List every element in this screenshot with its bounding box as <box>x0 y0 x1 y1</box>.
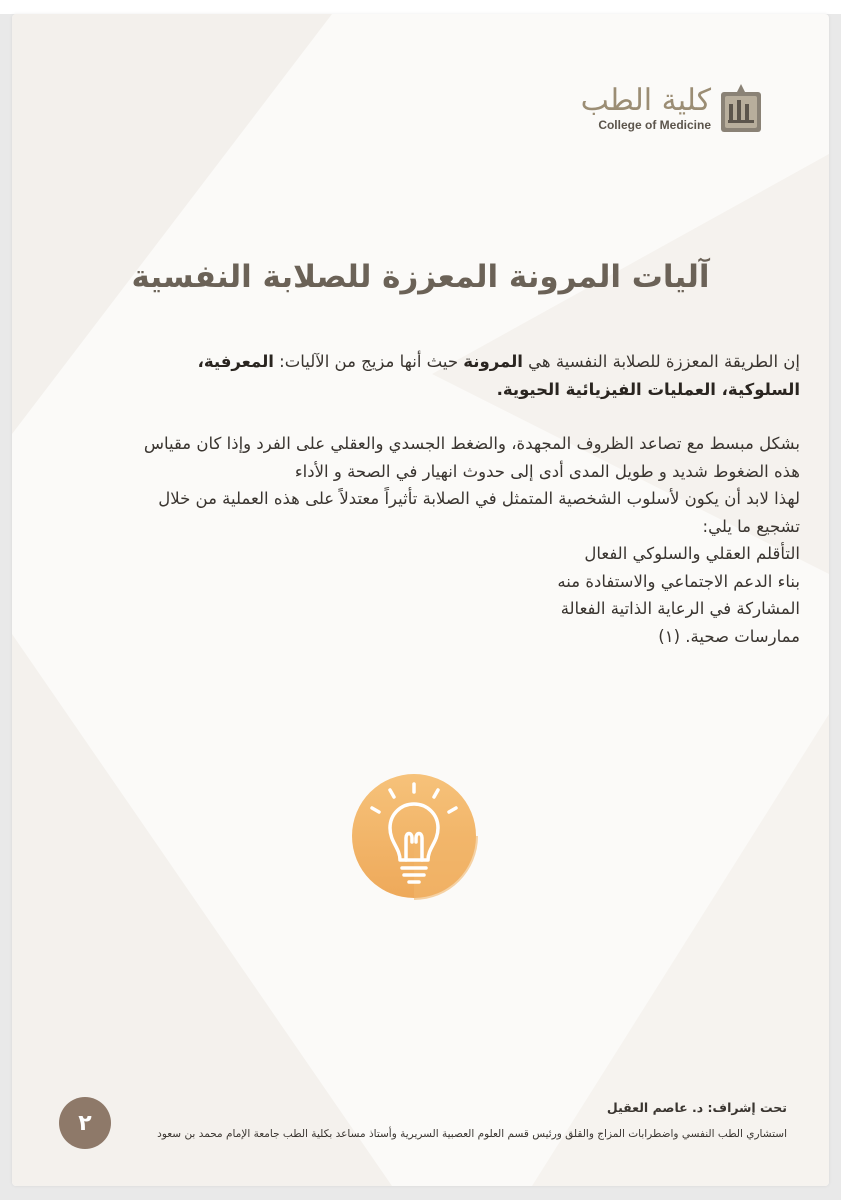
lightbulb-icon <box>350 772 478 900</box>
list-item: ممارسات صحية. (١) <box>658 626 800 646</box>
intro-paragraph <box>122 348 800 403</box>
page-number-badge: ٢ <box>59 1097 111 1149</box>
list-item: التأقلم العقلي والسلوكي الفعال <box>584 544 800 563</box>
college-logo <box>581 82 763 134</box>
logo-english-text: College of Medicine <box>598 118 711 132</box>
document-page <box>12 14 829 1186</box>
body-content <box>122 348 800 650</box>
supervisor-label: تحت إشراف: د. عاصم العقيل <box>606 1100 787 1115</box>
paragraph-2: بشكل مبسط مع تصاعد الظروف المجهدة، والضغط الجسدي والعقلي على الفرد وإذا كان مقياس هذه الضغوط شديد و طويل المدى أدى إلى حدوث انهيار في الصحة و الأداء <box>143 434 800 481</box>
intro-bold-1: المرونة <box>463 352 523 371</box>
top-strip <box>0 0 841 14</box>
list-item: بناء الدعم الاجتماعي والاستفادة منه <box>557 571 800 591</box>
page-title: آليات المرونة المعززة للصلابة النفسية <box>131 259 710 295</box>
logo-arabic-text: كلية الطب <box>580 83 711 118</box>
intro-bold-2: المعرفية، السلوكية، العمليات الفيزيائية الحيوية. <box>197 352 800 399</box>
list-item: المشاركة في الرعاية الذاتية الفعالة <box>560 599 800 618</box>
intro-text-2: حيث أنها مزيج من الآليات: <box>273 352 464 371</box>
university-logo-icon <box>719 82 763 134</box>
supervisor-description: استشاري الطب النفسي واضطرابات المزاج والقلق ورئيس قسم العلوم العصبية السريرية وأستاذ مساعد بكلية الطب جامعة الإمام محمد بن سعود <box>157 1128 787 1140</box>
paragraph-3: لهذا لابد أن يكون لأسلوب الشخصية المتمثل في الصلابة تأثيراً معتدلاً على هذه العملية من خلال تشجيع ما يلي: <box>158 489 800 536</box>
intro-text-1: إن الطريقة المعززة للصلابة النفسية هي <box>522 352 800 371</box>
